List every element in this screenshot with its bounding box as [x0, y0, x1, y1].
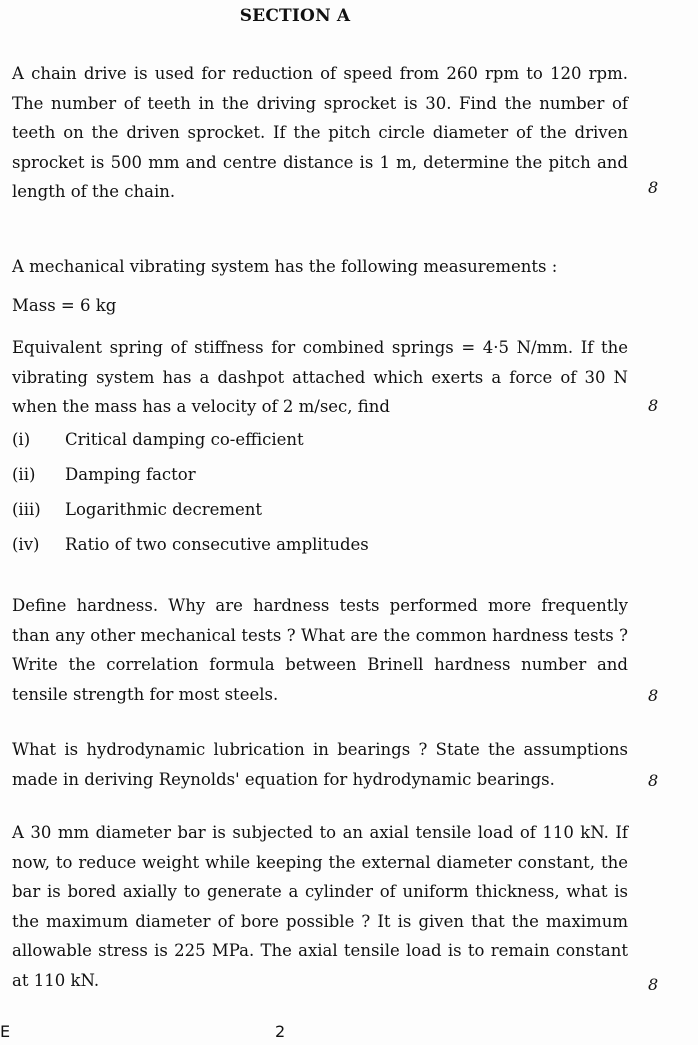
question-2	[12, 252, 628, 282]
question-text: A 30 mm diameter bar is subjected to an axial tensile load of 110 kN. If now, to reduce weight while keeping the external diameter constant, the bar is bored axially to generate a cylinder of uniform thickness, what is the maximum diameter of bore possible ? It is given that the maximum allowable stress is 225 MPa. The axial tensile load is to remain constant at 110 kN.	[12, 823, 628, 990]
question-text: What is hydrodynamic lubrication in bearings ? State the assumptions made in deriving Reynolds' equation for hydrodynamic bearings.	[12, 740, 628, 789]
question-2-body	[12, 333, 628, 422]
question-1-marks: 8	[648, 178, 659, 197]
page-number: 2	[275, 1022, 286, 1041]
question-1	[12, 59, 628, 207]
question-4	[12, 735, 628, 794]
question-2-given-mass	[12, 291, 628, 321]
subpart-item	[12, 530, 628, 565]
footer-code: E	[0, 1022, 11, 1041]
question-2-marks: 8	[648, 396, 659, 415]
subpart-number: (i)	[12, 430, 31, 449]
subpart-item	[12, 425, 628, 460]
question-5	[12, 818, 628, 995]
question-text: Define hardness. Why are hardness tests performed more frequently than any other mechanical tests ? What are the common hardness tests ? Write the correlation formula between Brinell hardness number and tensile strength for most steels.	[12, 596, 628, 704]
question-text: A mechanical vibrating system has the following measurements :	[12, 257, 558, 276]
question-3	[12, 591, 628, 709]
subpart-number: (ii)	[12, 465, 36, 484]
subpart-number: (iv)	[12, 535, 40, 554]
subpart-text: Damping factor	[65, 465, 196, 484]
subpart-number: (iii)	[12, 500, 41, 519]
question-2-subpart-list	[12, 425, 628, 565]
subpart-text: Critical damping co-efficient	[65, 430, 304, 449]
subpart-text: Ratio of two consecutive amplitudes	[65, 535, 369, 554]
subpart-item	[12, 495, 628, 530]
question-text: A chain drive is used for reduction of speed from 260 rpm to 120 rpm. The number of teeth in the driving sprocket is 30. Find the number of teeth on the driven sprocket. If the pitch circle diameter of the driven sprocket is 500 mm and centre distance is 1 m, determine the pitch and length of the chain.	[12, 64, 628, 201]
question-3-marks: 8	[648, 686, 659, 705]
question-text: Equivalent spring of stiffness for combined springs = 4·5 N/mm. If the vibrating system has a dashpot attached which exerts a force of 30 N when the mass has a velocity of 2 m/sec, find	[12, 338, 628, 416]
question-text: Mass = 6 kg	[12, 296, 117, 315]
subpart-item	[12, 460, 628, 495]
question-5-marks: 8	[648, 975, 659, 994]
question-4-marks: 8	[648, 771, 659, 790]
subpart-text: Logarithmic decrement	[65, 500, 263, 519]
section-title: SECTION A	[239, 6, 351, 26]
